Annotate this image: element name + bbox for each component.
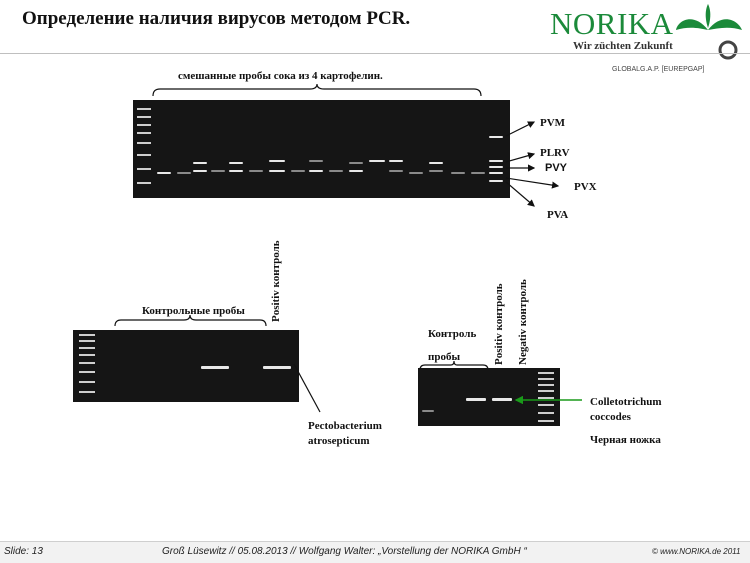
gel2-result-line1: Pectobacterium (308, 420, 382, 432)
gel2-result-line2: atrosepticum (308, 435, 370, 447)
gel2-arrow (290, 360, 330, 420)
norika-logo: NORIKA (550, 6, 674, 41)
gel3-arrow (512, 394, 584, 406)
gel3-control-line2: пробы (428, 351, 461, 363)
gel2-positive-label: Positiv контроль (270, 240, 282, 322)
gel2-caption: Контрольные пробы (142, 305, 245, 317)
gel3-result-line1: Colletotrichum (590, 396, 662, 408)
footer-copyright: © www.NORIKA.de 2011 (652, 547, 741, 556)
logo-tagline: Wir züchten Zukunft (573, 40, 673, 52)
label-pvm: PVM (540, 117, 566, 129)
label-pvx: PVX (574, 181, 597, 193)
label-pva: PVA (547, 209, 569, 221)
gel1-image (133, 100, 510, 198)
gel1-caption: смешанные пробы сока из 4 картофелин. (178, 70, 383, 82)
gel3-positive-label: Positiv контроль (493, 283, 505, 365)
footer-slide-number: Slide: 13 (4, 546, 43, 557)
footer-event: Groß Lüsewitz // 05.08.2013 // Wolfgang Walter: „Vorstellung der NORIKA GmbH “ (162, 546, 527, 557)
slide-title: Определение наличия вирусов методом PCR. (22, 8, 411, 29)
globalgap-badge: GLOBALG.A.P. [EUREPGAP] (612, 66, 705, 73)
leaf-logo-icon (672, 2, 744, 60)
gel3-control-line1: Контроль (428, 328, 477, 340)
label-pvy: PVY (545, 162, 568, 174)
gel3-negative-label: Negativ контроль (517, 279, 529, 365)
gel3-extra-label: Черная ножка (590, 434, 661, 446)
header-divider (0, 53, 750, 54)
gel1-brace (150, 83, 485, 99)
label-plrv: PLRV (540, 147, 570, 159)
gel3-result-line2: coccodes (590, 411, 631, 423)
gel2-brace (112, 314, 272, 328)
gel2-image (73, 330, 299, 402)
